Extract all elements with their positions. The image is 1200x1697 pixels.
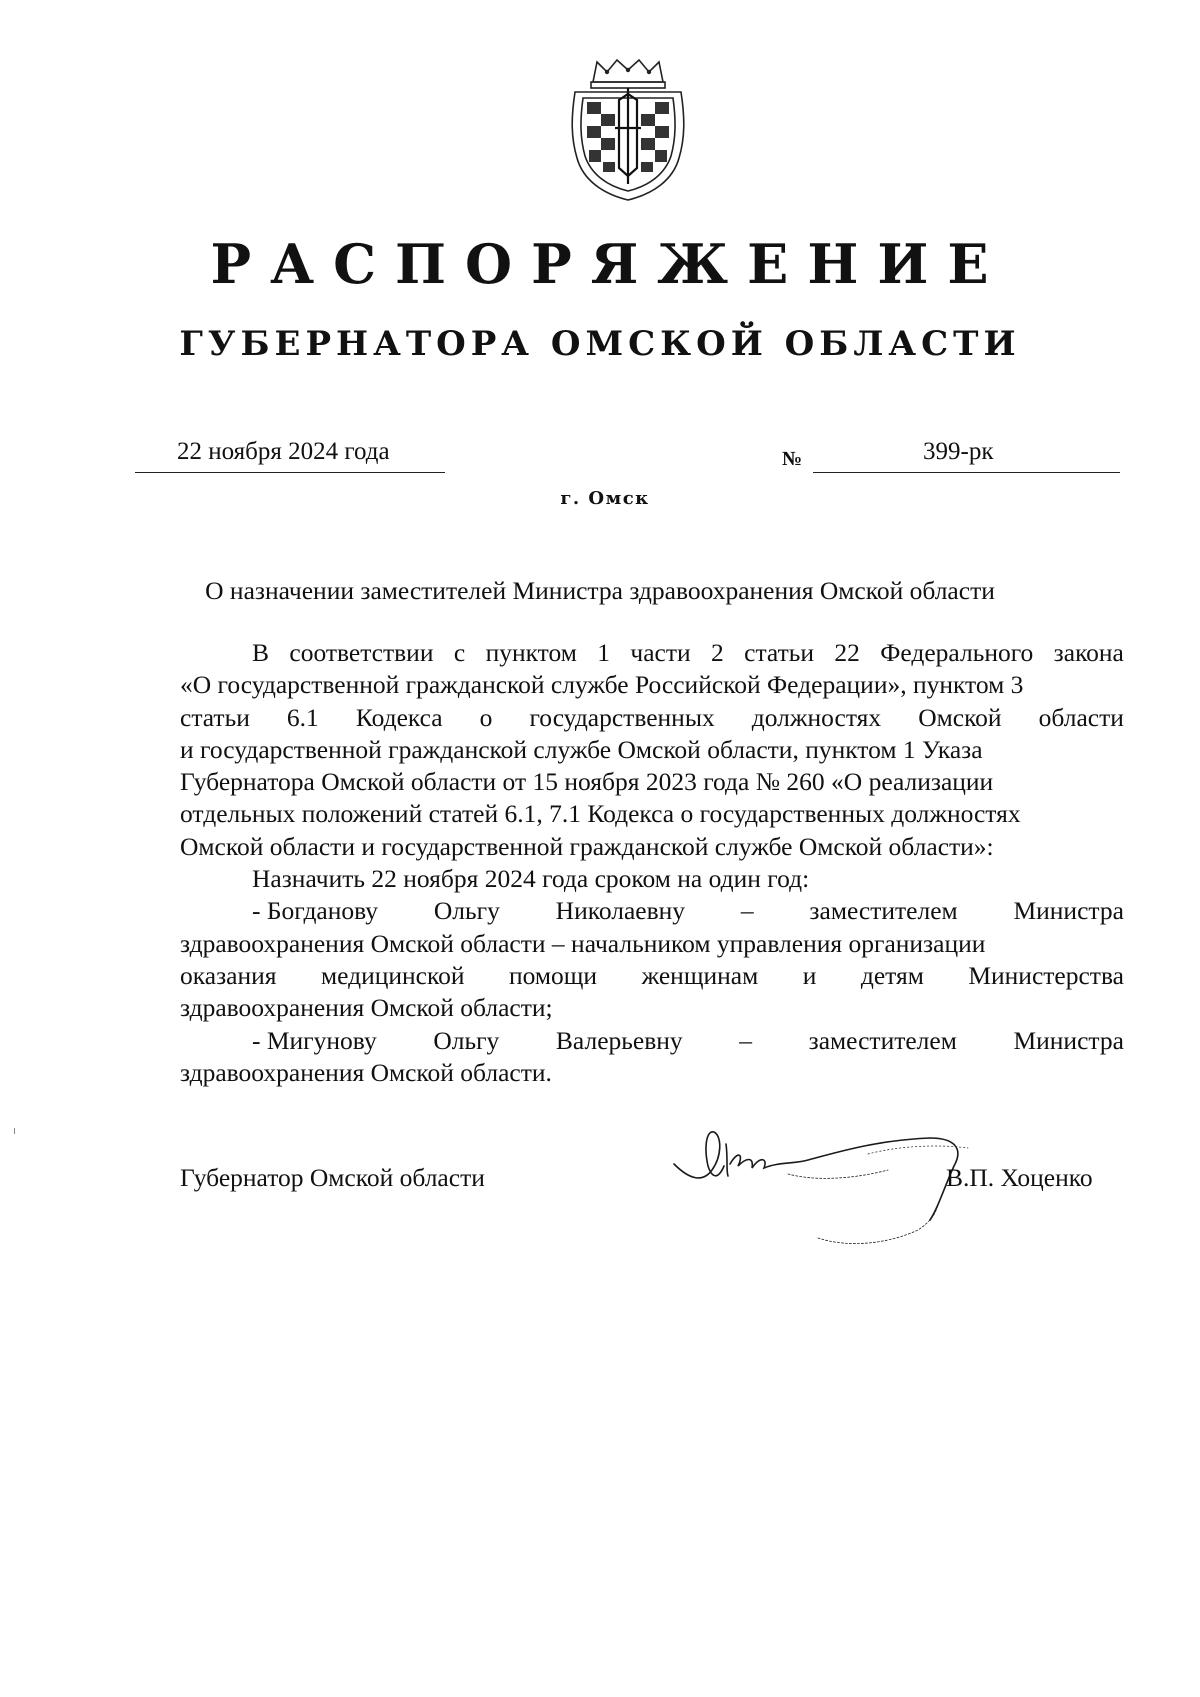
body-line: В соответствии с пунктом 1 части 2 статьи 22 Федерального закона [252, 638, 1124, 667]
number-field [813, 436, 1120, 473]
appointee-2-line: - Мигунову Ольгу Валерьевну – заместителем Министра [252, 1025, 1124, 1055]
document-date: 22 ноября 2024 года [177, 438, 390, 465]
city-label: г. Омск [560, 488, 650, 509]
document-number: 399-рк [923, 438, 994, 465]
appointee-1-line: - Богданову Ольгу Николаевну – заместителем Министра [252, 896, 1124, 926]
body-line: Губернатора Омской области от 15 ноября 2023 года № 260 «О реализации [180, 767, 994, 797]
body-line: отдельных положений статей 6.1, 7.1 Кодекса о государственных должностях [180, 799, 1021, 829]
body-line: оказания медицинской помощи женщинам и детям Министерства [180, 960, 1124, 990]
number-sign: № [782, 448, 803, 470]
issuer-heading: ГУБЕРНАТОРА ОМСКОЙ ОБЛАСТИ [179, 324, 1021, 364]
document-body [180, 637, 1124, 1089]
body-line: Омской области и государственной гражданской службе Омской области»: [180, 831, 994, 861]
handwritten-signature [668, 1118, 1028, 1268]
document-type-heading: РАСПОРЯЖЕНИЕ [210, 232, 1008, 296]
body-line: и государственной гражданской службе Омской области, пунктом 1 Указа [180, 734, 983, 764]
body-line: здравоохранения Омской области; [180, 993, 553, 1023]
appointment-intro: Назначить 22 ноября 2024 года сроком на один год: [252, 864, 810, 894]
body-line: здравоохранения Омской области. [180, 1057, 552, 1087]
date-field [135, 436, 445, 473]
body-line: «О государственной гражданской службе Российской Федерации», пунктом 3 [180, 670, 1024, 700]
signatory-position: Губернатор Омской области [180, 1163, 485, 1192]
omsk-coat-of-arms-emblem [567, 58, 689, 203]
body-line: здравоохранения Омской области – начальником управления организации [180, 928, 986, 958]
scan-artifact [14, 1128, 15, 1134]
body-line: статьи 6.1 Кодекса о государственных должностях Омской области [180, 702, 1124, 732]
document-subject: О назначении заместителей Министра здравоохранения Омской области [205, 576, 995, 605]
signatory-name: В.П. Хоценко [946, 1163, 1093, 1192]
